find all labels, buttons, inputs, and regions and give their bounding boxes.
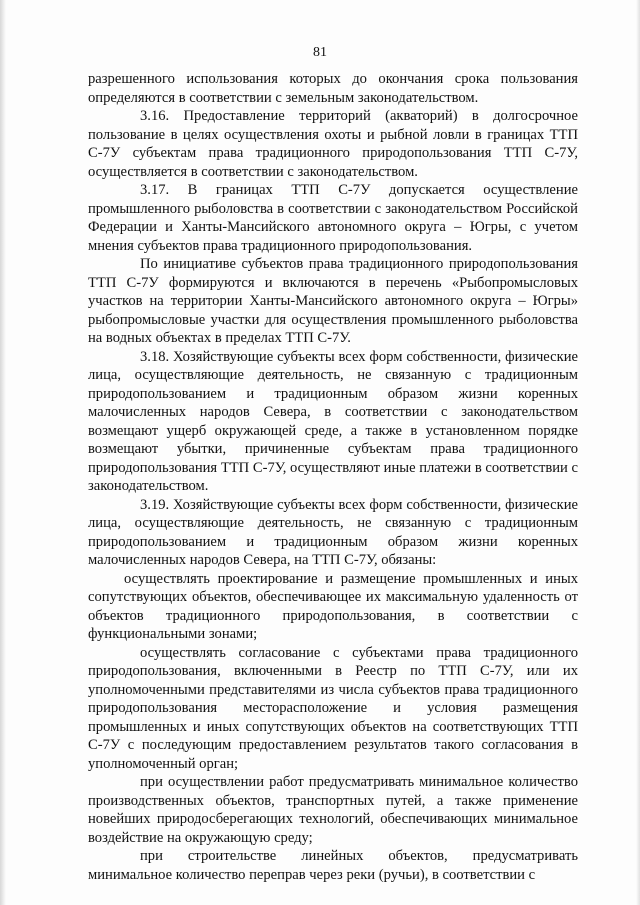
- document-body: [88, 70, 578, 884]
- obligation-item-linear-objects: при строительстве линейных объектов, предусматривать минимальное количество переправ через реки (ручьи), в соответствии с: [88, 848, 578, 883]
- paragraph-fishing-areas: По инициативе субъектов права традиционного природопользования ТТП С-7У формируются и включаются в перечень «Рыбопромысловых участков на территории Ханты-Мансийского автономного округа – Югры» рыбопромысловые участки для осуществления промышленного рыболовства на водных объектах в пределах ТТП С-7У.: [88, 256, 578, 346]
- obligation-item-approval: осуществлять согласование с субъектами права традиционного природопользования, включенными в Реестр по ТТП С-7У, или их уполномоченными представителями из числа субъектов права традиционного природопользования месторасположение и условия размещения промышленных и иных сопутствующих объектов на соответствующих ТТП С-7У с последующим предоставлением результатов такого согласования в уполномоченный орган;: [88, 644, 578, 772]
- obligation-item-design: осуществлять проектирование и размещение промышленных и иных сопутствующих объектов, обеспечивающее их максимальную удаленность от объектов традиционного природопользования, в соответствии с функциональными зонами;: [88, 570, 578, 642]
- paragraph-3-19: 3.19. Хозяйствующие субъекты всех форм собственности, физические лица, осуществляющие деятельность, не связанную с традиционным природопользованием и традиционным образом жизни коренных малочисленных народов Севера, на ТТП С-7У, обязаны:: [88, 496, 578, 568]
- paragraph-3-17: 3.17. В границах ТТП С-7У допускается осуществление промышленного рыболовства в соответствии с законодательством Российской Федерации и Ханты-Мансийского автономного округа – Югры, с учетом мнения субъектов права традиционного природопользования.: [88, 182, 578, 254]
- page-number: 81: [313, 45, 327, 60]
- scan-edge-right: [636, 0, 640, 905]
- obligation-item-minimal-objects: при осуществлении работ предусматривать минимальное количество производственных объектов, транспортных путей, а также применение новейших природосберегающих технологий, обеспечивающих минимальное воздействие на окружающую среду;: [88, 774, 578, 846]
- paragraph-3-18: 3.18. Хозяйствующие субъекты всех форм собственности, физические лица, осуществляющие деятельность, не связанную с традиционным природопользованием и традиционным образом жизни коренных малочисленных народов Севера, в соответствии с законодательством возмещают ущерб окружающей среде, а также в установленном порядке возмещают убытки, причиненные субъектам права традиционного природопользования ТТП С-7У, осуществляют иные платежи в соответствии с законодательством.: [88, 348, 578, 494]
- paragraph-3-16: 3.16. Предоставление территорий (акваторий) в долгосрочное пользование в целях осуществления охоты и рыбной ловли в границах ТТП С-7У субъектам права традиционного природопользования ТТП С-7У, осуществляется в соответствии с законодательством.: [88, 108, 578, 180]
- scan-edge-left: [0, 0, 6, 905]
- paragraph-continuation: разрешенного использования которых до окончания срока пользования определяются в соответствии с земельным законодательством.: [88, 71, 578, 106]
